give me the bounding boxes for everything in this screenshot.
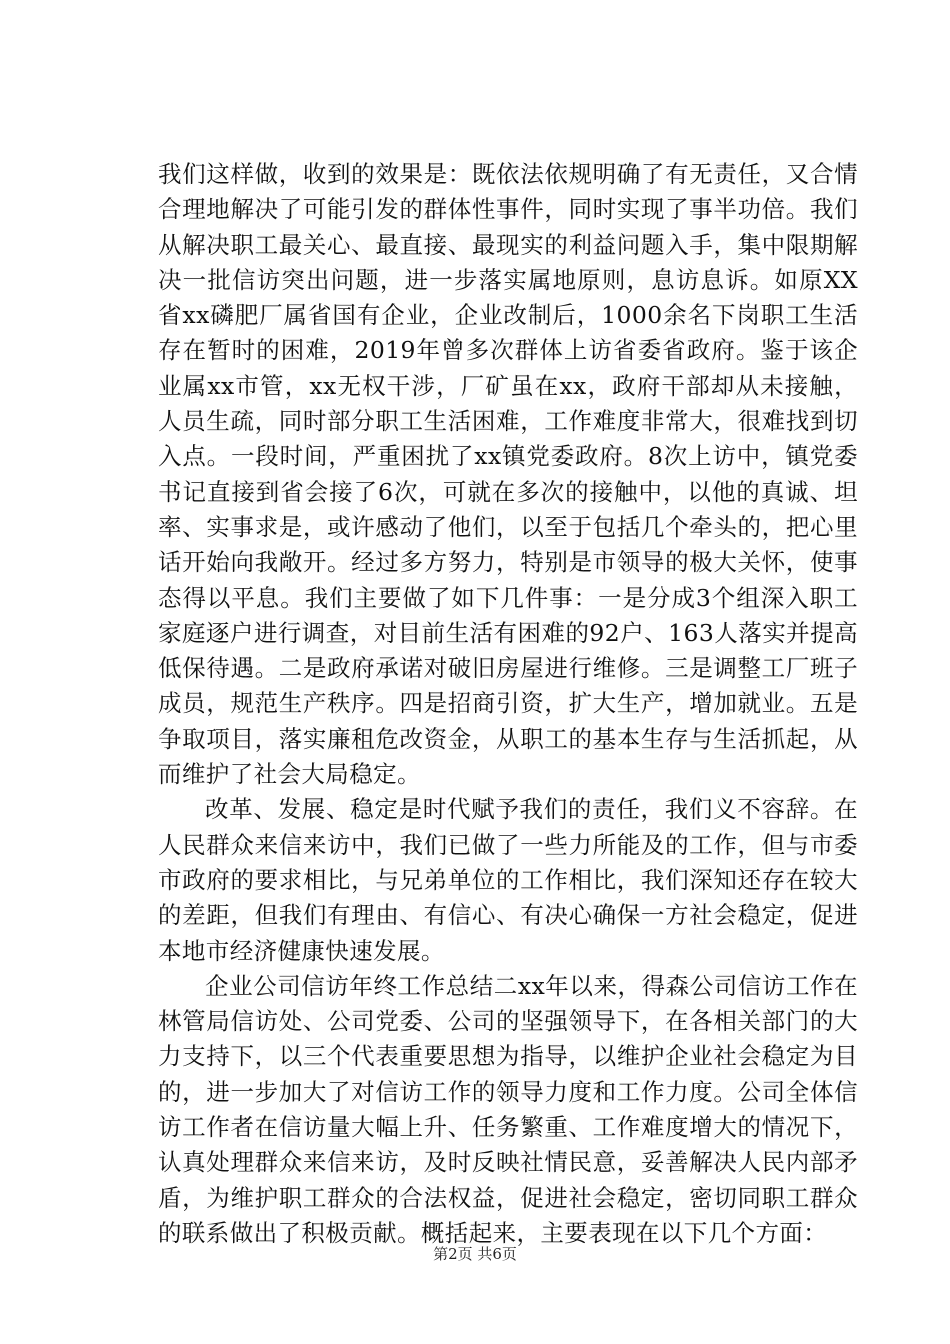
paragraph-summary-two: 企业公司信访年终工作总结二xx年以来，得森公司信访工作在林管局信访处、公司党委、公司的坚强领导下，在各相关部门的大力支持下，以三个代表重要思想为指导，以维护企业社会稳定为目的，进一步加大了对信访工作的领导力度和工作力度。公司全体信访工作者在信访量大幅上升、任务繁重、工作难度增大的情况下，认真处理群众来信来访，及时反映社情民意，妥善解决人民内部矛盾，为维护职工群众的合法权益，促进社会稳定，密切同职工群众的联系做出了积极贡献。概括起来，主要表现在以下几个方面： xyxy=(158,971,858,1247)
document-body xyxy=(158,157,858,1251)
page-number-footer: 第2页 共6页 xyxy=(433,1245,517,1263)
paragraph-reform: 改革、发展、稳定是时代赋予我们的责任，我们义不容辞。在人民群众来信来访中，我们已做了一些力所能及的工作，但与市委市政府的要求相比，与兄弟单位的工作相比，我们深知还存在较大的差距，但我们有理由、有信心、有决心确保一方社会稳定，促进本地市经济健康快速发展。 xyxy=(158,795,858,965)
paragraph-continuation: 我们这样做，收到的效果是：既依法依规明确了有无责任，又合情合理地解决了可能引发的群体性事件，同时实现了事半功倍。我们从解决职工最关心、最直接、最现实的利益问题入手，集中限期解决一批信访突出问题，进一步落实属地原则，息访息诉。如原XX省xx磷肥厂属省国有企业，企业改制后，1000余名下岗职工生活存在暂时的困难，2019年曾多次群体上访省委省政府。鉴于该企业属xx市管，xx无权干涉，厂矿虽在xx，政府干部却从未接触，人员生疏，同时部分职工生活困难，工作难度非常大，很难找到切入点。一段时间，严重困扰了xx镇党委政府。8次上访中，镇党委书记直接到省会接了6次，可就在多次的接触中，以他的真诚、坦率、实事求是，或许感动了他们，以至于包括几个牵头的，把心里话开始向我敞开。经过多方努力，特别是市领导的极大关怀，使事态得以平息。我们主要做了如下几件事：一是分成3个组深入职工家庭逐户进行调查，对目前生活有困难的92户、163人落实并提高低保待遇。二是政府承诺对破旧房屋进行维修。三是调整工厂班子成员，规范生产秩序。四是招商引资，扩大生产，增加就业。五是争取项目，落实廉租危改资金，从职工的基本生存与生活抓起，从而维护了社会大局稳定。 xyxy=(158,160,858,789)
